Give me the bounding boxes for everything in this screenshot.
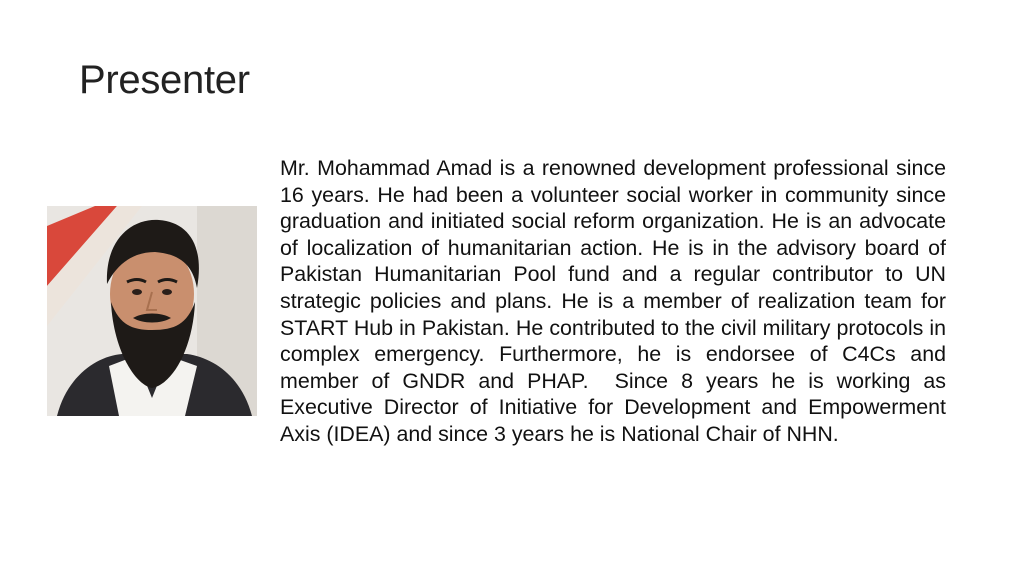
slide-title: Presenter <box>79 58 250 102</box>
presenter-photo <box>47 206 257 416</box>
presenter-portrait-icon <box>47 206 257 416</box>
presenter-bio: Mr. Mohammad Amad is a renowned development professional since 16 years. He had been a volunteer social worker in community since graduation and initiated social reform organization. He is an advocate of localization of humanitarian action. He is in the advisory board of Pakistan Humanitarian Pool fund and a regular contributor to UN strategic policies and plans. He is a member of realization team for START Hub in Pakistan. He contributed to the civil military protocols in complex emergency. Furthermore, he is endorsee of C4Cs and member of GNDR and PHAP. Since 8 years he is working as Executive Director of Initiative for Development and Empowerment Axis (IDEA) and since 3 years he is National Chair of NHN. <box>280 156 952 446</box>
